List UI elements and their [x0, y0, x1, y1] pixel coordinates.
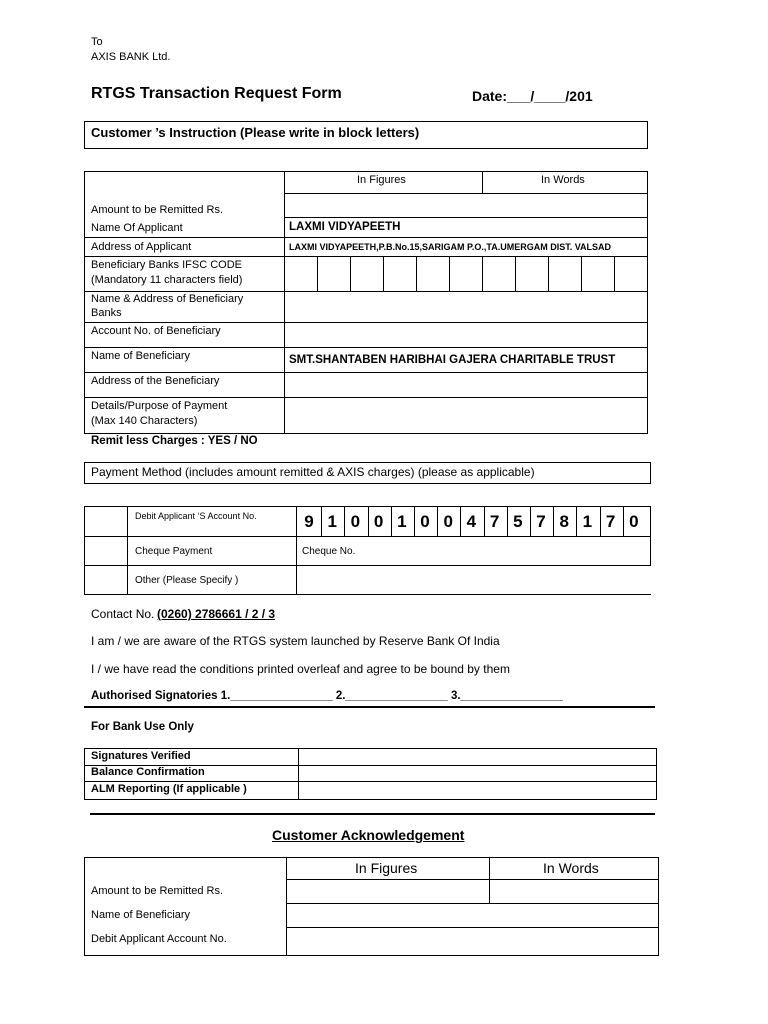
digit-divider — [391, 507, 392, 536]
conditions-statement: I / we have read the conditions printed overleaf and agree to be bound by them — [91, 662, 510, 676]
ack-name-beneficiary: Name of Beneficiary — [91, 909, 191, 921]
label-address-applicant: Address of Applicant — [91, 241, 192, 253]
bank-use-title: For Bank Use Only — [91, 721, 194, 733]
digit-divider — [623, 507, 624, 536]
label-purpose-note: (Max 140 Characters) — [91, 415, 198, 427]
value-name-applicant[interactable]: LAXMI VIDYAPEETH — [289, 221, 401, 233]
ack-debit-account: Debit Applicant Account No. — [91, 933, 227, 945]
date-field[interactable]: Date:___/____/201 — [472, 88, 593, 104]
digit-divider — [414, 507, 415, 536]
bank-name: AXIS BANK Ltd. — [91, 51, 171, 63]
account-digit: 1 — [582, 512, 593, 531]
other-label: Other (Please Specify ) — [135, 575, 239, 586]
cheque-payment-label: Cheque Payment — [135, 546, 213, 557]
account-digit: 0 — [373, 512, 384, 531]
account-digit: 7 — [605, 512, 616, 531]
debit-account-label: Debit Applicant ‘S Account No. — [135, 511, 257, 521]
instruction-text: Customer ’s Instruction (Please write in block letters) — [91, 125, 420, 140]
account-digit: 0 — [420, 512, 430, 531]
account-digit: 0 — [443, 512, 453, 531]
label-beneficiary-bank: Name & Address of Beneficiary — [91, 293, 244, 305]
aware-statement: I am / we are aware of the RTGS system launched by Reserve Bank Of India — [91, 634, 500, 648]
account-digit: 7 — [489, 512, 500, 531]
label-name-applicant: Name Of Applicant — [91, 222, 183, 234]
value-name-beneficiary[interactable]: SMT.SHANTABEN HARIBHAI GAJERA CHARITABLE TRUST — [289, 354, 616, 366]
account-digit: 1 — [327, 512, 337, 531]
label-address-beneficiary: Address of the Beneficiary — [91, 375, 220, 387]
col-in-words: In Words — [541, 174, 585, 186]
authorised-signatories[interactable]: Authorised Signatories 1.________________ 2.________________ 3.________________ — [91, 690, 563, 702]
remit-charges[interactable]: Remit less Charges : YES / NO — [91, 435, 258, 447]
digit-divider — [344, 507, 345, 536]
ack-col-figures: In Figures — [355, 860, 418, 876]
account-digit: 7 — [536, 512, 546, 531]
label-account-no: Account No. of Beneficiary — [91, 325, 221, 337]
main-table-divider — [284, 171, 285, 434]
digit-divider — [460, 507, 461, 536]
digit-divider — [576, 507, 577, 536]
label-purpose: Details/Purpose of Payment — [91, 400, 228, 412]
label-beneficiary-bank-2: Banks — [91, 307, 122, 319]
digit-divider — [321, 507, 322, 536]
digit-divider — [368, 507, 369, 536]
form-title: RTGS Transaction Request Form — [91, 85, 342, 102]
account-digit: 9 — [304, 512, 314, 531]
digit-divider — [600, 507, 601, 536]
label-amount: Amount to be Remitted Rs. — [91, 204, 224, 216]
ack-amount: Amount to be Remitted Rs. — [91, 885, 224, 897]
account-digit: 5 — [513, 512, 523, 531]
digit-divider — [437, 507, 438, 536]
account-digit: 1 — [397, 512, 407, 531]
account-digit: 0 — [629, 512, 639, 531]
balance-confirmation: Balance Confirmation — [91, 766, 205, 778]
digit-divider — [484, 507, 485, 536]
cheque-no-label: Cheque No. — [302, 546, 356, 557]
digit-divider — [553, 507, 554, 536]
account-digit: 0 — [350, 512, 361, 531]
digit-divider — [530, 507, 531, 536]
to-label: To — [91, 36, 103, 48]
digit-divider — [507, 507, 508, 536]
signatures-verified: Signatures Verified — [91, 750, 191, 762]
ack-col-words: In Words — [543, 860, 599, 876]
account-digit: 8 — [559, 512, 569, 531]
figures-words-divider — [482, 171, 483, 193]
contact-label: Contact No. — [91, 607, 155, 621]
col-in-figures: In Figures — [357, 174, 406, 186]
value-address-applicant[interactable]: LAXMI VIDYAPEETH,P.B.No.15,SARIGAM P.O.,TA.UMERGAM DIST. VALSAD — [289, 242, 612, 252]
label-ifsc: Beneficiary Banks IFSC CODE — [91, 259, 242, 271]
payment-method-text: Payment Method (includes amount remitted & AXIS charges) (please as applicable) — [91, 465, 535, 479]
label-name-beneficiary: Name of Beneficiary — [91, 350, 191, 362]
contact-number: (0260) 2786661 / 2 / 3 — [157, 607, 276, 621]
account-digit: 4 — [466, 512, 477, 531]
label-ifsc-note: (Mandatory 11 characters field) — [91, 274, 243, 286]
acknowledgement-title: Customer Acknowledgement — [272, 827, 465, 843]
alm-reporting: ALM Reporting (If applicable ) — [91, 783, 247, 795]
